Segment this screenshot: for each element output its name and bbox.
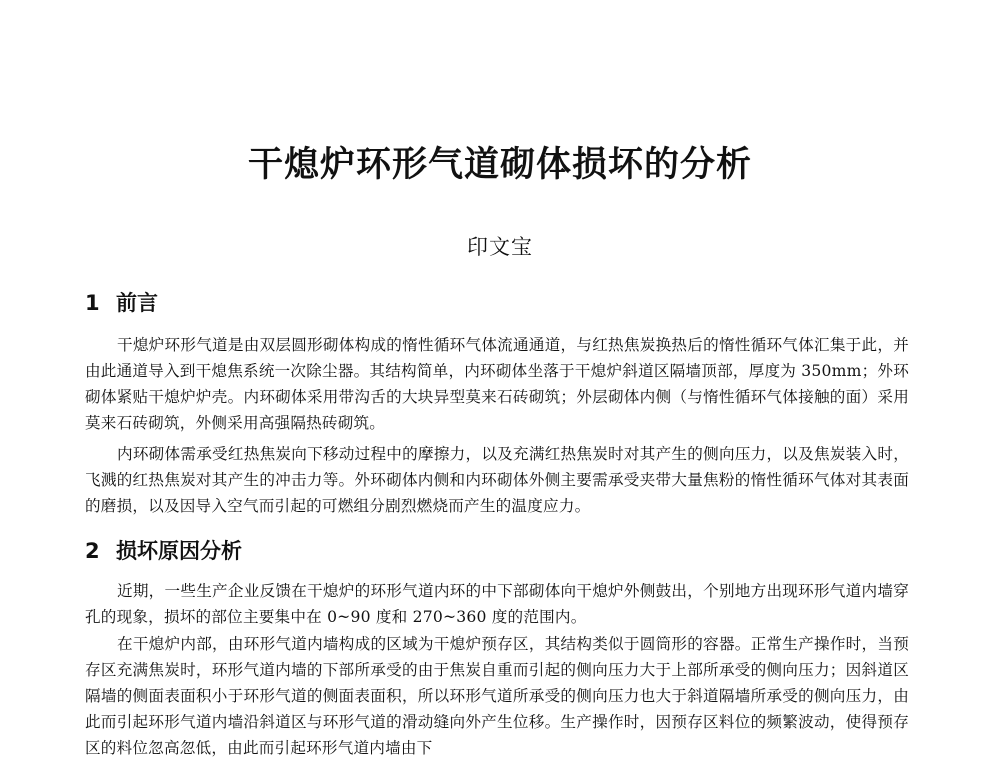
section-number: 1 — [85, 291, 100, 315]
paper-title: 干熄炉环形气道砌体损坏的分析 — [247, 145, 752, 185]
section-title: 前言 — [116, 291, 158, 315]
section-number: 2 — [85, 539, 100, 563]
author-name: 印文宝 — [467, 235, 533, 259]
section-heading-analysis — [85, 536, 242, 566]
paragraph-analysis-1: 近期，一些生产企业反馈在干熄炉的环形气道内环的中下部砌体向干熄炉外侧鼓出，个别地方出现环形气道内墙穿孔的现象，损坏的部位主要集中在 0~90 度和 270~360 度的范围内。 — [85, 582, 909, 627]
paragraph-analysis-2: 在干熄炉内部，由环形气道内墙构成的区域为干熄炉预存区，其结构类似于圆筒形的容器。正常生产操作时，当预存区充满焦炭时，环形气道内墙的下部所承受的由于焦炭自重而引起的侧向压力大于上部所承受的侧向压力；因斜道区隔墙的侧面表面积小于环形气道的侧面表面积，所以环形气道所承受的侧向压力也大于斜道隔墙所承受的侧向压力，由此而引起环形气道内墙沿斜道区与环形气道的滑动缝向外产生位移。生产操作时，因预存区料位的频繁波动，使得预存区的料位忽高忽低，由此而引起环形气道内墙由下 — [85, 635, 909, 758]
paragraph-intro-1: 干熄炉环形气道是由双层圆形砌体构成的惰性循环气体流通通道，与红热焦炭换热后的惰性循环气体汇集于此，并由此通道导入到干熄焦系统一次除尘器。其结构简单，内环砌体坐落于干熄炉斜道区隔墙顶部，厚度为 350mm；外环砌体紧贴干熄炉炉壳。内环砌体采用带沟舌的大块异型莫来石砖砌筑；外层砌体内侧（与惰性循环气体接触的面）采用莫来石砖砌筑，外侧采用高强隔热砖砌筑。 — [85, 336, 909, 433]
section-title: 损坏原因分析 — [116, 539, 242, 563]
section-heading-intro — [85, 288, 158, 318]
paragraph-intro-2: 内环砌体需承受红热焦炭向下移动过程中的摩擦力，以及充满红热焦炭时对其产生的侧向压力，以及焦炭装入时，飞溅的红热焦炭对其产生的冲击力等。外环砌体内侧和内环砌体外侧主要需承受夹带大量焦粉的惰性循环气体对其表面的磨损，以及因导入空气而引起的可燃组分剧烈燃烧而产生的温度应力。 — [85, 445, 909, 516]
